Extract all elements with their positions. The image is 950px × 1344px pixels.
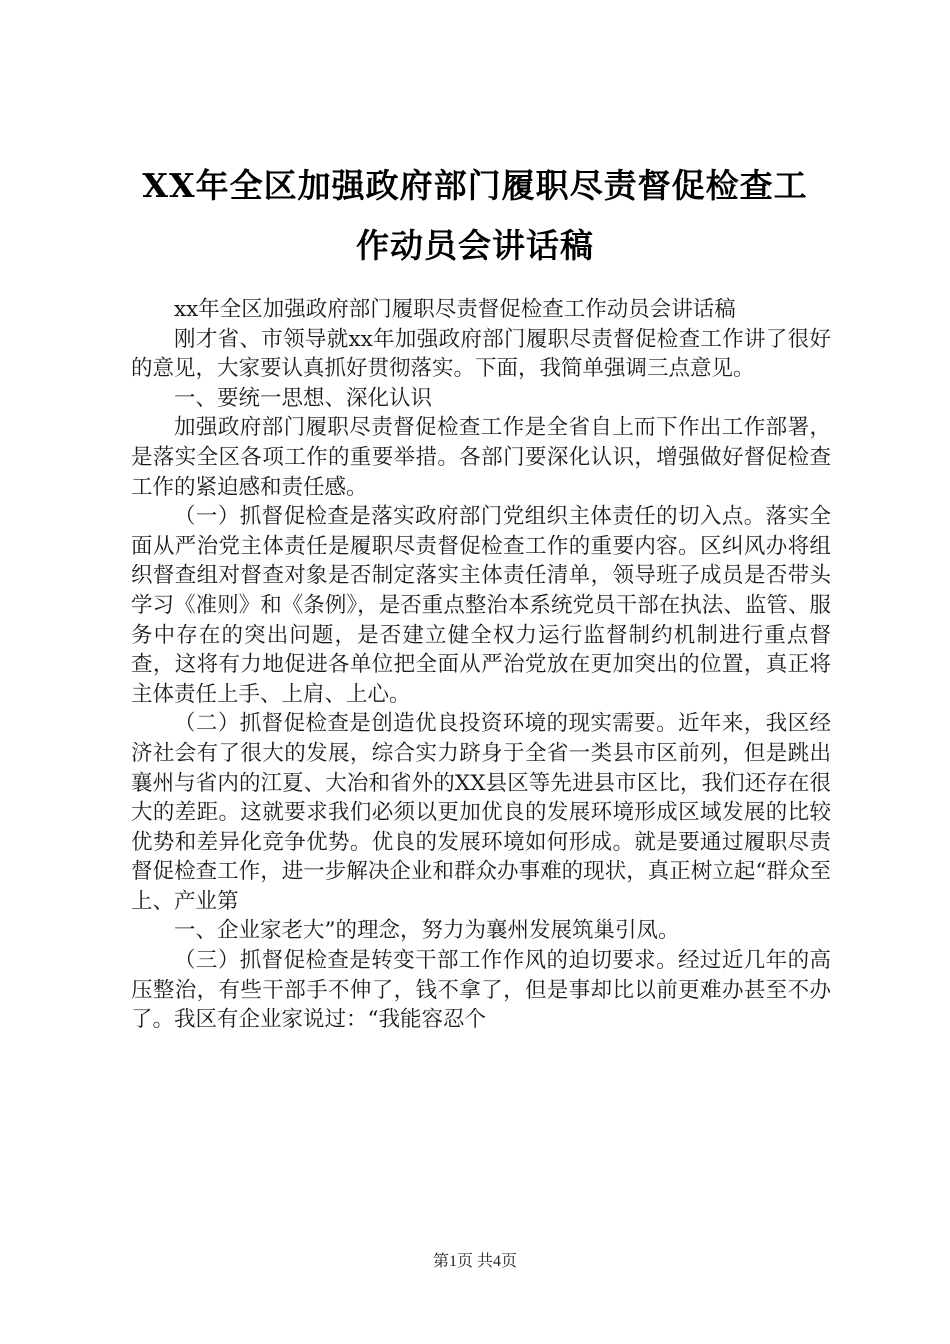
document-title-line-1: XX年全区加强政府部门履职尽责督促检查工	[142, 166, 808, 205]
paragraph-section-1: 加强政府部门履职尽责督促检查工作是全省自上而下作出工作部署，是落实全区各项工作的重要举措。各部门要深化认识，增强做好督促检查工作的紧迫感和责任感。	[131, 415, 831, 500]
paragraph-subtitle: xx年全区加强政府部门履职尽责督促检查工作动员会讲话稿	[174, 297, 736, 322]
paragraph-point-3: （三）抓督促检查是转变干部工作作风的迫切要求。经过近几年的高压整治，有些干部手不伸了，钱不拿了，但是事却比以前更难办甚至不办了。我区有企业家说过：“我能容忍个	[131, 948, 831, 1033]
section-heading-1: 一、要统一思想、深化认识	[174, 385, 433, 411]
paragraph-point-1: （一）抓督促检查是落实政府部门党组织主体责任的切入点。落实全面从严治党主体责任是履职尽责督促检查工作的重要内容。区纠风办将组织督查组对督查对象是否制定落实主体责任清单，领导班子成员是否带头学习《准则》和《条例》，是否重点整治本系统党员干部在执法、监管、服务中存在的突出问题，是否建立健全权力运行监督制约机制进行重点督查，这将有力地促进各单位把全面从严治党放在更加突出的位置，真正将主体责任上手、上肩、上心。	[131, 504, 831, 707]
page-footer: 第1页 共4页	[432, 1253, 517, 1270]
paragraph-intro: 刚才省、市领导就xx年加强政府部门履职尽责督促检查工作讲了很好的意见，大家要认真抓好贯彻落实。下面，我简单强调三点意见。	[131, 326, 831, 382]
document-body	[131, 295, 831, 1035]
paragraph-continuation: 一、企业家老大”的理念，努力为襄州发展筑巢引凤。	[174, 918, 680, 944]
document-title-line-2: 作动员会讲话稿	[356, 226, 594, 265]
paragraph-point-2: （二）抓督促检查是创造优良投资环境的现实需要。近年来，我区经济社会有了很大的发展，综合实力跻身于全省一类县市区前列，但是跳出襄州与省内的江夏、大冶和省外的XX县区等先进县市区比，我们还存在很大的差距。这就要求我们必须以更加优良的发展环境形成区域发展的比较优势和差异化竞争优势。优良的发展环境如何形成。就是要通过履职尽责督促检查工作，进一步解决企业和群众办事难的现状，真正树立起“群众至上、产业第	[131, 711, 831, 914]
